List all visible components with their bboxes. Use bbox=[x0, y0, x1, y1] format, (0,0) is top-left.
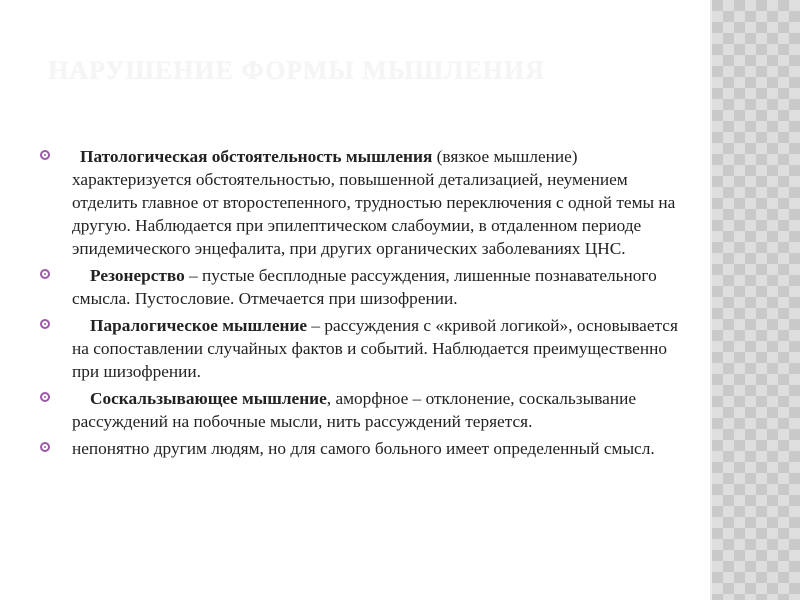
bullet-term: Патологическая обстоятельность мышления bbox=[80, 147, 433, 166]
bullet-item-paralogicheskoe bbox=[40, 314, 680, 383]
slide-title: НАРУШЕНИЕ ФОРМЫ МЫШЛЕНИЯ bbox=[48, 56, 545, 85]
bullet-text: – рассуждения с «кривой логикой», основывается на сопоставлении случайных фактов и событий. Наблюдается преимущественно при шизофрении. bbox=[72, 316, 678, 381]
bullet-item-neponyatno bbox=[40, 437, 680, 460]
bullet-text: – пустые бесплодные рассуждения, лишенные познавательного смысла. Пустословие. Отмечается при шизофрении. bbox=[72, 266, 657, 308]
bullet-text: (вязкое мышление) характеризуется обстоятельностью, повышенной детализацией, неумением отделить главное от второстепенного, трудностью переключения с одной темы на другую. Наблюдается при эпилептическом слабоумии, в отдаленном периоде эпидемического энцефалита, при других органических заболеваниях ЦНС. bbox=[72, 147, 676, 258]
bullet-text: , аморфное – отклонение, соскальзывание рассуждений на побочные мысли, нить рассуждений теряется. bbox=[72, 389, 637, 431]
bullet-text: непонятно другим людям, но для самого больного имеет определенный смысл. bbox=[72, 439, 655, 458]
bullet-icon bbox=[40, 392, 50, 402]
bullet-icon bbox=[40, 150, 50, 160]
bullet-item-soskalzyvayushchee bbox=[40, 387, 680, 433]
bullet-term: Паралогическое мышление bbox=[90, 316, 308, 335]
bullet-list bbox=[40, 145, 680, 464]
bullet-icon bbox=[40, 319, 50, 329]
bullet-term: Резонерство bbox=[90, 266, 185, 285]
bullet-icon bbox=[40, 269, 50, 279]
decorative-side-pattern bbox=[712, 0, 800, 600]
bullet-icon bbox=[40, 442, 50, 452]
bullet-item-obstoyatelnost bbox=[40, 145, 680, 260]
bullet-item-rezonerstvo bbox=[40, 264, 680, 310]
bullet-term: Соскальзывающее мышление bbox=[90, 389, 327, 408]
